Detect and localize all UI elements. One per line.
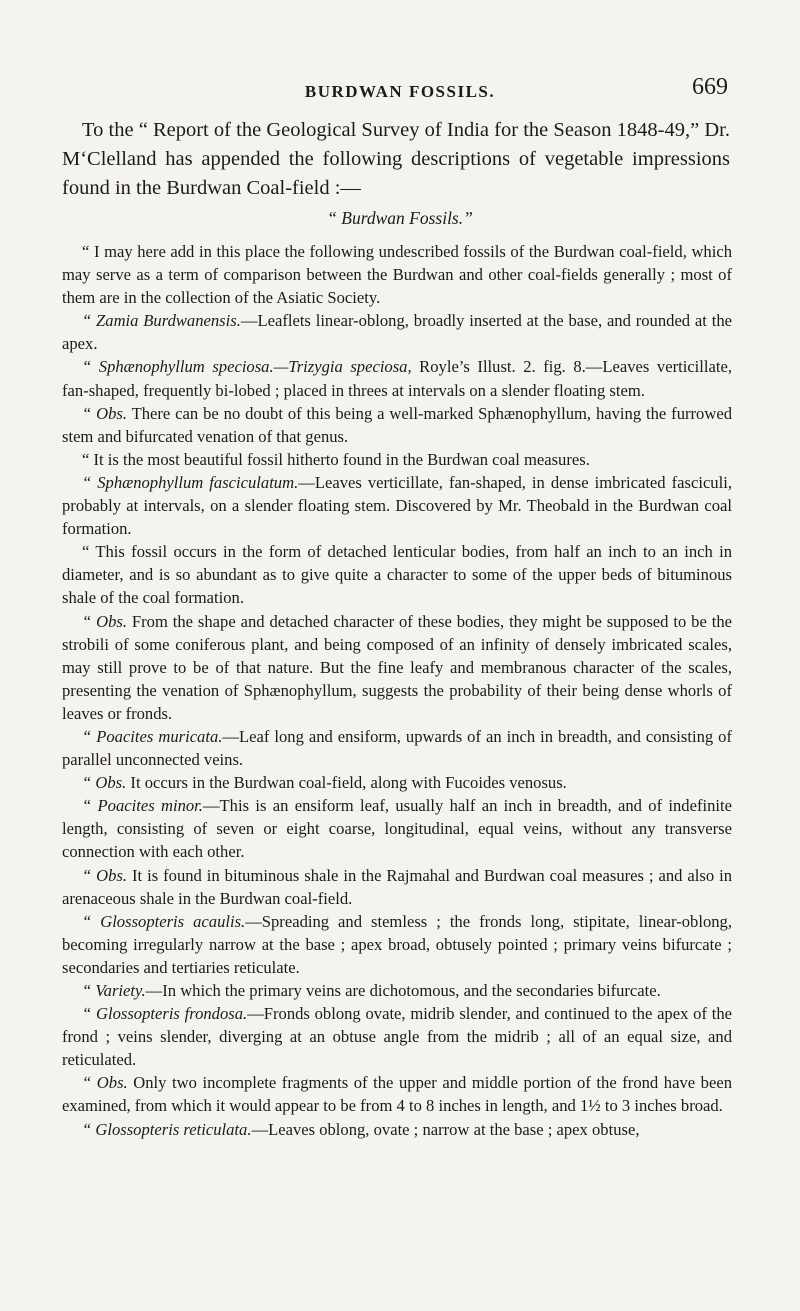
paragraph [62,910,732,979]
paragraph-text: —In which the primary veins are dichotomous, and the secondaries bifurcate. [145,981,661,1000]
section-title: “ Burdwan Fossils.” [327,208,473,228]
paragraph [62,794,732,863]
paragraph-term: “ Obs. [82,611,128,631]
paragraph-term: “ Poacites muricata. [82,726,223,746]
paragraph [62,1118,732,1141]
paragraph-term: “ Obs. [82,865,128,885]
paragraph [62,355,732,401]
paragraph [62,540,732,609]
paragraph-term: “ Variety. [82,981,146,1000]
paragraph-term: “ Sphænophyllum fasciculatum. [82,472,299,492]
paragraph-text: “ This fossil occurs in the form of detached lenticular bodies, from half an inch to an inch in diameter, and is so abundant as to give quite a character to some of the upper beds of bituminous shale of the coal formation. [62,542,732,608]
paragraph [62,1071,732,1117]
paragraph-term: “ Poacites minor. [82,796,203,816]
page-number: 669 [692,74,728,100]
paragraph-text: From the shape and detached character of these bodies, they might be supposed to be the strobili of some coniferous plant, and being composed of an infinity of densely imbricated scales, may still prove to be of that nature. But the fine leafy and membranous character of the scales, presenting the venation of Sphænophyllum, suggests the probability of their being dense whorls of leaves or fronds. [62,611,732,723]
paragraph [62,771,732,794]
paragraph [62,979,732,1002]
paragraph-text: It is found in bituminous shale in the Rajmahal and Burdwan coal measures ; and also in arenaceous shale in the Burdwan coal-field. [62,865,732,908]
paragraph-text: “ It is the most beautiful fossil hitherto found in the Burdwan coal measures. [82,449,590,469]
paragraph [62,309,732,355]
intro-paragraph [62,116,730,203]
intro-text: To the “ Report of the Geological Survey of India for the Season 1848-49,” Dr. M‘Clelland has appended the following descriptions of vegetable impressions found in the Burdwan Coal-field :— [62,119,730,199]
paragraph [62,402,732,448]
paragraph-text: Royle’s Illust. 2. fig. 8.—Leaves verticillate, fan-shaped, frequently bi-lobed ; placed in threes at intervals on a slender floating stem. [62,357,732,400]
paragraph [62,610,732,725]
paragraph-text: —Leaves verticillate, fan-shaped, in dense imbricated fasciculi, probably at intervals, on a slender floating stem. Discovered by Mr. Theobald in the Burdwan coal formation. [62,472,732,539]
paragraph-text: There can be no doubt of this being a well-marked Sphænophyllum, having the furrowed stem and bifurcated venation of that genus. [62,403,732,446]
paragraph [62,864,732,910]
paragraph-text: —Leaves oblong, ovate ; narrow at the base ; apex obtuse, [251,1119,640,1139]
paragraph-term: “ Obs. [82,773,127,793]
running-title: BURDWAN FOSSILS. [304,82,496,101]
paragraph-text: —Spreading and stemless ; the fronds long, stipitate, linear-oblong, becoming irregularly narrow at the base ; apex broad, obtusely pointed ; primary veins bifurcate ; secondaries and tertiaries reticulate. [62,911,732,977]
paragraph-text: “ I may here add in this place the following undescribed fossils of the Burdwan coal-field, which may serve as a term of comparison between the Burdwan and other coal-fields generally ; most of them are in the collection of the Asiatic Society. [62,242,732,308]
paragraph-term: “ Obs. [82,1073,128,1093]
paragraph-term: “ Glossopteris acaulis. [82,911,246,931]
paragraph [62,448,732,471]
paragraph [62,240,732,309]
paragraph [62,725,732,771]
paragraph-text: Only two incomplete fragments of the upper and middle portion of the frond have been examined, from which it would appear to be from 4 to 8 inches in length, and 1½ to 3 inches broad. [62,1073,733,1116]
paragraph-text: —This is an ensiform leaf, usually half an inch in breadth, and of indefinite length, consisting of seven or eight coarse, longitudinal, equal veins, without any transverse connection with each other. [62,796,732,862]
paragraph-term: “ Zamia Burdwanensis. [82,311,241,331]
paragraph-text: It occurs in the Burdwan coal-field, along with Fucoides venosus. [126,773,567,793]
paragraph-text: —Fronds oblong ovate, midrib slender, and continued to the apex of the frond ; veins slender, diverging at an obtuse angle from the midrib ; all of an equal size, and reticulated. [62,1004,732,1070]
paragraph-term: “ Glossopteris reticulata. [82,1119,252,1139]
paragraph-text: —Leaflets linear-oblong, broadly inserted at the base, and rounded at the apex. [62,311,732,354]
paragraph [62,471,732,540]
paragraph-text: —Leaf long and ensiform, upwards of an inch in breadth, and consisting of parallel unconnected veins. [62,726,732,770]
running-head [0,74,800,104]
paragraph-term: “ Sphænophyllum speciosa.—Trizygia speciosa, [82,357,412,377]
body-text [62,240,732,1141]
paragraph [62,1002,732,1071]
paragraph-term: “ Glossopteris frondosa. [82,1004,248,1024]
paragraph-term: “ Obs. [82,403,128,423]
